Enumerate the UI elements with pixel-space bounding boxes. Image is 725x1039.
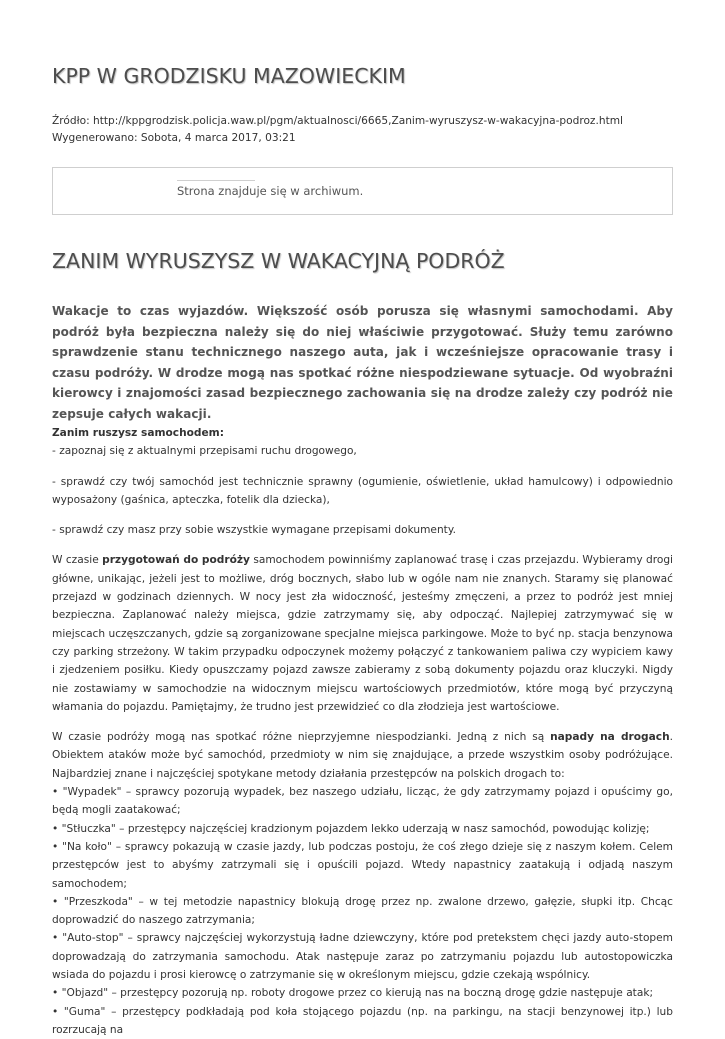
generated-date: Wygenerowano: Sobota, 4 marca 2017, 03:21 bbox=[52, 132, 296, 144]
paragraph-road-attacks bbox=[52, 728, 673, 783]
section-heading: Zanim ruszysz samochodem: bbox=[52, 427, 224, 439]
source-url: Źródło: http://kppgrodzisk.policja.waw.pl/pgm/aktualnosci/6665,Zanim-wyruszysz-w-wakacyjna-podroz.html bbox=[52, 115, 623, 127]
article-body bbox=[52, 424, 673, 1039]
bullet-item: • "Na koło" – sprawcy pokazują w czasie jazdy, lub podczas postoju, że coś złego dzieje się z naszym kołem. Celem przestępców jest to abyśmy zatrzymali się i opuścili pojazd. Wtedy napastnicy zaatakują i odjadą naszym samochodem; bbox=[52, 840, 673, 890]
paragraph-text: W czasie podróży mogą nas spotkać różne nieprzyjemne niespodzianki. Jedną z nich są bbox=[52, 731, 551, 744]
article-title: ZANIM WYRUSZYSZ W WAKACYJNĄ PODRÓŻ bbox=[52, 249, 505, 273]
archive-divider bbox=[177, 180, 255, 181]
site-title: KPP W GRODZISKU MAZOWIECKIM bbox=[52, 64, 406, 88]
paragraph-text: samochodem powinniśmy zaplanować trasę i czas przejazdu. Wybieramy drogi główne, unikając, jeżeli jest to możliwe, dróg bocznych, słabo lub w ogóle nam nie znanych. Staramy się planować przejazd w godzinach dziennych. W nocy jest zła widoczność, jesteśmy zmęczeni, a przez to podróż jest mniej bezpieczna. Zaplanować należy miejsca, gdzie zatrzymamy się, aby odpocząć. Najlepiej zatrzymywać się w miejscach uczęszczanych, gdzie są zorganizowane specjalne miejsca parkingowe. Może to być np. stacja benzynowa czy parking strzeżony. W takim przypadku odpoczynek możemy połączyć z tankowaniem paliwa czy wypiciem kawy i zjedzeniem posiłku. Kiedy opuszczamy pojazd zawsze zabieramy z sobą dokumenty pojazdu oraz kluczyki. Nigdy nie zostawiamy w samochodzie na widocznym miejscu wartościowych przedmiotów, które mogą być przyczyną włamania do pojazdu. Pamiętajmy, że trudno jest przewidzieć co dla złodzieja jest wartościowe. bbox=[52, 554, 673, 713]
checklist-item: - sprawdź czy masz przy sobie wszystkie wymagane przepisami dokumenty. bbox=[52, 524, 456, 537]
bullet-item: • "Auto-stop" – sprawcy najczęściej wykorzystują ładne dziewczyny, które pod pretekstem chęci jazdy auto-stopem doprowadzają do zatrzymania samochodu. Atak następuje zaraz po zatrzymaniu pojazdu lub autostopowiczka wsiada do pojazdu i prosi kierowcę o zatrzymanie się w określonym miejscu, gdzie czekają wspólnicy. bbox=[52, 932, 673, 982]
archive-notice: Strona znajduje się w archiwum. bbox=[177, 184, 364, 198]
paragraph-preparation bbox=[52, 551, 673, 716]
bullet-item: • "Przeszkoda" – w tej metodzie napastnicy blokują drogę przez np. zwalone drzewo, gałęzie, słupki itp. Chcąc doprowadzić do naszego zatrzymania; bbox=[52, 895, 673, 927]
archive-notice-box bbox=[52, 167, 673, 215]
checklist-item: - sprawdź czy twój samochód jest technicznie sprawny (ogumienie, oświetlenie, układ hamulcowy) i odpowiednio wyposażony (gaśnica, apteczka, fotelik dla dziecka), bbox=[52, 475, 673, 506]
paragraph-text: W czasie bbox=[52, 554, 103, 567]
bullet-item: • "Guma" – przestępcy podkładają pod koła stojącego pojazdu (np. na parkingu, na stacji benzynowej itp.) lub rozrzucają na bbox=[52, 1005, 673, 1036]
paragraph-text: . Obiektem ataków może być samochód, przedmioty w nim się znajdujące, a przede wszystkim osoby podróżujące. Najbardziej znane i najczęściej spotykane metody działania przestępców na polskich drogach to: bbox=[52, 731, 673, 780]
bullet-item: • "Wypadek" – sprawcy pozorują wypadek, bez naszego udziału, licząc, że gdy zatrzymamy pojazd i opuścimy go, będą mogli zaatakować; bbox=[52, 786, 673, 817]
bullet-item: • "Stłuczka" – przestępcy najczęściej kradzionym pojazdem lekko uderzają w nasz samochód, powodując kolizję; bbox=[52, 822, 650, 835]
bullet-item: • "Objazd" – przestępcy pozorują np. roboty drogowe przez co kierują nas na boczną drogę gdzie następuje atak; bbox=[52, 987, 654, 1000]
bold-phrase: przygotowań do podróży bbox=[102, 554, 250, 567]
bold-phrase: napady na drogach bbox=[550, 731, 670, 744]
document-meta bbox=[52, 113, 673, 147]
checklist-item: - zapoznaj się z aktualnymi przepisami ruchu drogowego, bbox=[52, 445, 357, 458]
article-lead: Wakacje to czas wyjazdów. Większość osób porusza się własnymi samochodami. Aby podróż była bezpieczna należy się do niej właściwie przygotować. Służy temu zarówno sprawdzenie stanu technicznego naszego auta, jak i wcześniejsze opracowanie trasy i czasu podróży. W drodze mogą nas spotkać różne niespodziewane sytuacje. Od wyobraźni kierowcy i znajomości zasad bezpiecznego zachowania się na drodze zależy czy podróż nie zepsuje całych wakacji. bbox=[52, 304, 673, 421]
